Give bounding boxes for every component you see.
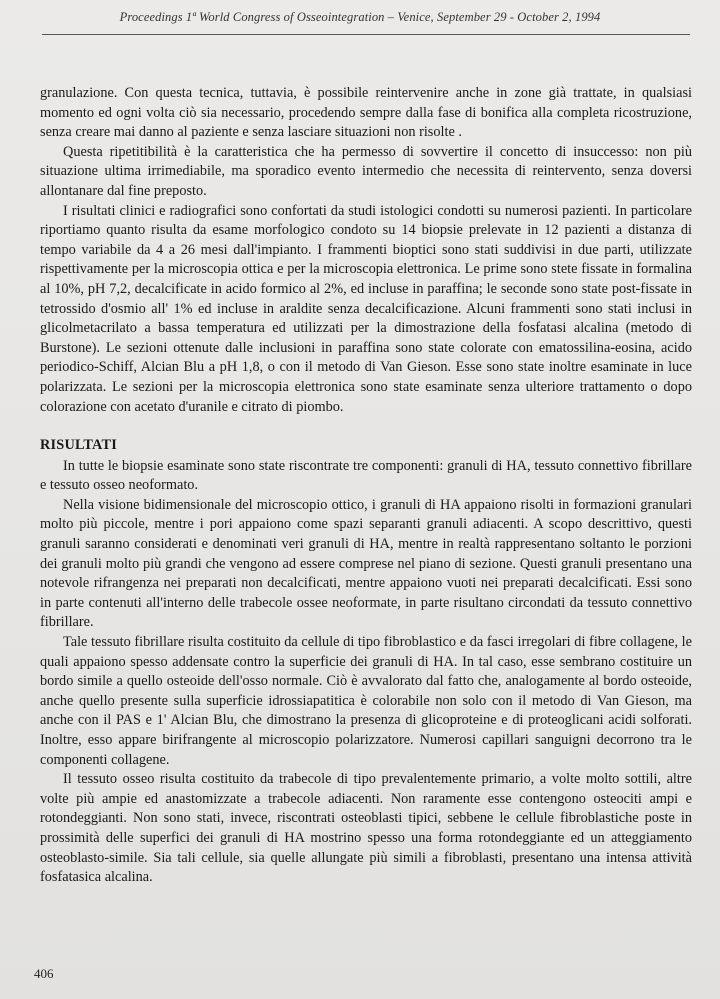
paragraph-results-components: In tutte le biopsie esaminate sono state riscontrate tre componenti: granuli di HA, tessuto connettivo fibrillare e tessuto osseo neoformato. (40, 457, 692, 494)
section-heading-results: RISULTATI (40, 437, 118, 454)
paragraph-continuation: granulazione. Con questa tecnica, tuttavia, è possibile reintervenire anche in zone già trattate, in qualsiasi momento ed ogni volta ciò sia necessario, procedendo sempre dalla fase di bonifica alla completa ricostruzione, senza creare mai danno al paziente e senza lasciare situazioni non risolte . (40, 85, 692, 141)
paragraph-results-granules: Nella visione bidimensionale del microscopio ottico, i granuli di HA appaiono risolti in formazioni granulari molto più piccole, mentre i pori appaiono come spazi separanti granuli adiacenti. A scopo descrittivo, questi granuli saranno considerati e denominati veri granuli di HA, mentre in realtà rappresentano soltanto le porzioni dei granuli molto più grandi che vengono ad essere comprese nel piano di sezione. Questi granuli presentano una notevole rifrangenza nei preparati non decalcificati, mentre appaiono vuoti nei preparati decalcificati. Essi sono in parte contenuti all'interno delle trabecole ossee neoformate, in parte risultano circondati da tessuto connettivo fibrillare. (40, 496, 692, 631)
page-number: 406 (34, 966, 54, 981)
paragraph-methods: I risultati clinici e radiografici sono confortati da studi istologici condotti su numerosi pazienti. In particolare riportiamo quanto risulta da esame morfologico condoto su 14 biopsie prelevate in 12 pazienti a distanza di tempo variabile da 4 a 26 mesi dall'impianto. I frammenti bioptici sono stati suddivisi in due parti, utilizzate rispettivamente per la microscopia ottica e per la microscopia elettronica. Le prime sono stete fissate in formalina al 10%, pH 7,2, decalcificate in acido formico al 2%, ed incluse in paraffina; le seconde sono state post-fissate in tetrossido d'osmio all' 1% ed incluse in araldite senza decalcificazione. Alcuni frammenti sono stati inclusi in glicolmetacrilato a bassa temperatura ed utilizzati per la dimostrazione della fosfatasi alcalina (metodo di Burstone). Le sezioni ottenute dalle inclusioni in paraffina sono state colorate con ematossilina-eosina, acido periodico-Schiff, Alcian Blu a pH 1,8, o con il metodo di Van Gieson. Esse sono state inoltre esaminate in luce polarizzata. Le sezioni per la microscopia elettronica sono state esaminate senza ulteriore trattamento o dopo colorazione con acetato d'uranile e citrato di piombo. (40, 202, 692, 415)
running-header: Proceedings 1ª World Congress of Osseointegration – Venice, September 29 - October 2, 1994 (119, 10, 601, 24)
paragraph-results-bone-tissue: Il tessuto osseo risulta costituito da trabecole di tipo prevalentemente primario, a volte molto sottili, altre volte più ampie ed anastomizzate a trabecole adiacenti. Non raramente esse contengono osteociti ampi e rotondeggianti. Non sono stati, invece, riscontrati osteoblasti tipici, sebbene le cellule fibroblastiche poste in prossimità delle superfici dei granuli di HA mostrino spesso una forma rotondeggiante ed un atteggiamento osteoblasto-simile. Sia tali cellule, sia quelle allungate più simili a fibroblasti, presentano una intensa attività fosfatasica alcalina. (40, 771, 692, 886)
paragraph-results-fibrillar-tissue: Tale tessuto fibrillare risulta costituito da cellule di tipo fibroblastico e da fasci irregolari di fibre collagene, le quali appaiono spesso addensate contro la superficie dei granuli di HA. In tal caso, esse sembrano costituire un bordo simile a quello osteoide dell'osso normale. Ciò è avvalorato dal fatto che, analogamente al bordo osteoide, anche quello presente sulla superficie idrossiapatitica è colorabile non solo con il metodo di Van Gieson, ma anche con il PAS e 1' Alcian Blu, che dimostrano la presenza di glicoproteine e di proteoglicani acidi solforati. Inoltre, esso appare birifrangente al microscopio polarizzatore. Numerosi capillari sanguigni decorrono tra le componenti collagene. (40, 634, 692, 768)
header-divider (42, 34, 690, 35)
paragraph-repeatability: Questa ripetitibilità è la caratteristica che ha permesso di sovvertire il concetto di insuccesso: non più situazione ultima irrimediabile, ma sporadico evento intermedio che necessita di reintervento, senza doversi allontanare dal fine preposto. (40, 143, 692, 199)
document-body (40, 84, 692, 888)
